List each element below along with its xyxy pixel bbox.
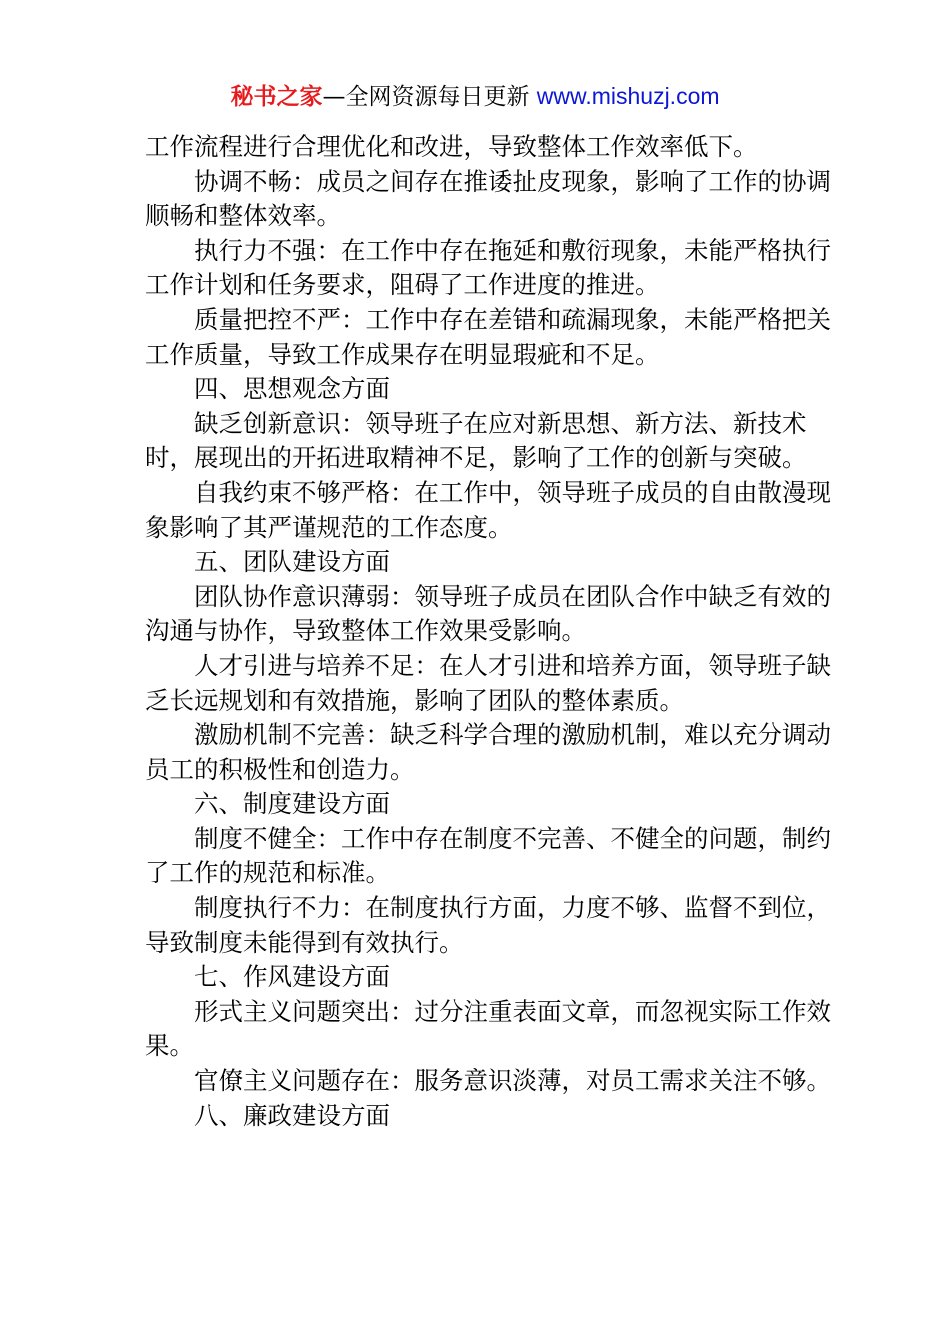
paragraph: 制度执行不力：在制度执行方面，力度不够、监督不到位，导致制度未能得到有效执行。	[145, 893, 831, 957]
brand-name: 秘书之家	[230, 84, 323, 110]
page-header	[0, 80, 950, 113]
paragraph: 制度不健全：工作中存在制度不完善、不健全的问题，制约了工作的规范和标准。	[145, 823, 831, 888]
paragraph-continuation: 工作流程进行合理优化和改进，导致整体工作效率低下。	[145, 132, 758, 161]
paragraph: 自我约束不够严格：在工作中，领导班子成员的自由散漫现象影响了其严谨规范的工作态度。	[145, 477, 831, 542]
site-url-link[interactable]: www.mishuzj.com	[536, 83, 720, 109]
paragraph: 官僚主义问题存在：服务意识淡薄，对员工需求关注不够。	[194, 1066, 831, 1096]
paragraph: 协调不畅：成员之间存在推诿扯皮现象，影响了工作的协调顺畅和整体效率。	[145, 166, 831, 231]
section-heading: 八、廉政建设方面	[194, 1100, 390, 1130]
header-tagline: —全网资源每日更新	[322, 84, 537, 110]
section-heading: 五、团队建设方面	[194, 547, 390, 577]
section-heading: 七、作风建设方面	[194, 962, 390, 992]
paragraph: 质量把控不严：工作中存在差错和疏漏现象，未能严格把关工作质量，导致工作成果存在明显瑕疵和不足。	[145, 304, 831, 369]
paragraph: 执行力不强：在工作中存在拖延和敷衍现象，未能严格执行工作计划和任务要求，阻碍了工作进度的推进。	[145, 235, 831, 300]
paragraph: 形式主义问题突出：过分注重表面文章，而忽视实际工作效果。	[145, 996, 831, 1061]
section-heading: 六、制度建设方面	[194, 789, 390, 819]
paragraph: 人才引进与培养不足：在人才引进和培养方面，领导班子缺乏长远规划和有效措施，影响了团队的整体素质。	[145, 650, 831, 715]
section-heading: 四、思想观念方面	[194, 374, 390, 404]
document-body	[145, 130, 835, 1133]
paragraph: 团队协作意识薄弱：领导班子成员在团队合作中缺乏有效的沟通与协作，导致整体工作效果受影响。	[145, 581, 831, 646]
paragraph: 缺乏创新意识：领导班子在应对新思想、新方法、新技术时，展现出的开拓进取精神不足，影响了工作的创新与突破。	[145, 408, 807, 473]
paragraph: 激励机制不完善：缺乏科学合理的激励机制，难以充分调动员工的积极性和创造力。	[145, 720, 831, 784]
